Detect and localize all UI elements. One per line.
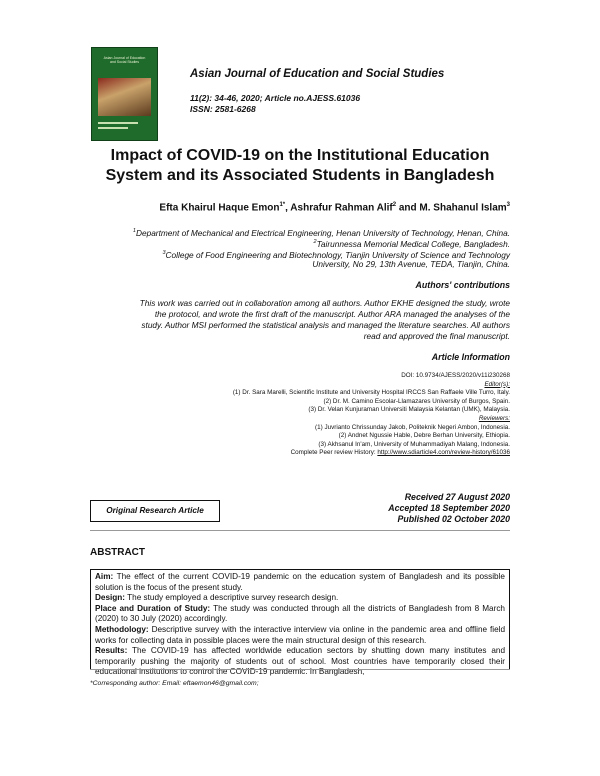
cover-title-line: and Social Studies xyxy=(110,60,139,64)
editor-entry: (2) Dr. M. Camino Escolar-Llamazares University of Burgos, Spain. xyxy=(323,397,510,405)
editor-entry: (3) Dr. Velan Kunjuraman Universiti Malaysia Kelantan (UMK), Malaysia. xyxy=(308,406,510,414)
affiliation xyxy=(60,259,510,270)
affiliation-text: University, No 29, 13th Avenue, TEDA, Tianjin, China. xyxy=(312,259,510,269)
author-name: Ashrafur Rahman Alif xyxy=(290,202,393,214)
abstract-item xyxy=(95,593,505,604)
footnote-divider xyxy=(90,669,510,670)
doi: DOI: 10.9734/AJESS/2020/v11i230268 xyxy=(401,372,510,379)
journal-name: Asian Journal of Education and Social Studies xyxy=(190,68,445,80)
abstract-box xyxy=(90,569,510,677)
abstract-text: The effect of the current COVID-19 pandemic on the education system of Bangladesh and its possible solution is the focus of the present study. xyxy=(95,572,505,592)
abstract-item xyxy=(95,625,505,646)
abstract-label: Results: xyxy=(95,646,128,656)
author-superscript: 1* xyxy=(279,202,286,208)
peer-review-line xyxy=(60,449,510,458)
editors-heading: Editor(s): xyxy=(484,380,510,388)
abstract-text: The COVID-19 has affected worldwide education sectors by shutting down many institutes and temporarily pushing the majority of students out of school. Most countries have temporarily closed their educational institutions to control the COVID-19 pandemic. In Bangladesh, xyxy=(95,646,505,677)
author-separator: and xyxy=(396,202,420,214)
publication-dates xyxy=(300,492,510,525)
affiliation-superscript: 1 xyxy=(132,228,136,234)
abstract-label: Place and Duration of Study: xyxy=(95,603,211,613)
contributions-line: read and approved the final manuscript. xyxy=(363,331,510,341)
abstract-label: Methodology: xyxy=(95,624,149,634)
abstract-item xyxy=(95,646,505,678)
article-info-block xyxy=(60,372,510,458)
abstract-heading: ABSTRACT xyxy=(90,547,145,558)
author-superscript: 3 xyxy=(506,202,510,208)
affiliation-text: Tairunnessa Memorial Medical College, Bangladesh. xyxy=(316,238,510,249)
reviewer-entry: (1) Juvrianto Chrissunday Jakob, Politeknik Negeri Ambon, Indonesia. xyxy=(315,423,510,431)
published-date: Published 02 October 2020 xyxy=(397,514,510,524)
paper-title xyxy=(60,146,540,186)
contributions-line: the protocol, and wrote the first draft of the manuscript. Author ARA managed the analyses of the xyxy=(154,309,510,319)
journal-issn: ISSN: 2581-6268 xyxy=(190,104,256,114)
author-list xyxy=(60,202,510,213)
divider xyxy=(90,530,510,531)
contributions-heading: Authors' contributions xyxy=(415,280,510,290)
abstract-label: Design: xyxy=(95,593,126,603)
reviewer-entry: (2) Andnet Ngussie Hable, Debre Berhan University, Ethiopia. xyxy=(338,432,510,440)
author-separator: , xyxy=(285,202,291,214)
cover-footer-bar xyxy=(98,122,138,124)
author-name: Efta Khairul Haque Emon xyxy=(159,202,280,214)
peer-review-label: Complete Peer review History: xyxy=(290,449,378,457)
abstract-text: Descriptive survey with the interactive interview via online in the pandemic area and offline field works for collecting data in possible places were the main structural design of this research. xyxy=(95,624,505,645)
title-line: Impact of COVID-19 on the Institutional Education xyxy=(110,147,490,164)
affiliation-text: Department of Mechanical and Electrical Engineering, Henan University of Technology, Henan, China. xyxy=(135,227,510,238)
abstract-label: Aim: xyxy=(95,572,114,581)
cover-footer-bar xyxy=(98,127,128,129)
article-type-badge: Original Research Article xyxy=(90,500,220,522)
reviewers-heading: Reviewers: xyxy=(478,414,510,422)
affiliation-superscript: 3 xyxy=(162,250,166,256)
abstract-text: The study employed a descriptive survey research design. xyxy=(125,593,339,603)
cover-illustration xyxy=(98,78,151,116)
article-info-heading: Article Information xyxy=(431,352,510,362)
title-line: System and its Associated Students in Bangladesh xyxy=(105,167,495,184)
editor-entry: (1) Dr. Sara Marelli, Scientific Institute and University Hospital IRCCS San Raffaele Ville Turro, Italy. xyxy=(232,389,510,397)
contributions-line: This work was carried out in collaboration among all authors. Author EKHE designed the study, wrote xyxy=(139,298,510,308)
abstract-text: The study was conducted through all the districts of Bangladesh from 8 March (2020) to 30 July (2020) accordingly. xyxy=(95,603,505,624)
accepted-date: Accepted 18 September 2020 xyxy=(388,503,510,513)
author-superscript: 2 xyxy=(392,202,397,208)
peer-review-link[interactable]: http://www.sdiarticle4.com/review-history/61036 xyxy=(377,449,510,457)
journal-cover-image xyxy=(91,47,158,141)
corresponding-author: *Corresponding author: Email: eftaemon46@gmail.com; xyxy=(90,680,259,687)
contributions-line: study. Author MSI performed the statistical analysis and managed the literature searches. All authors xyxy=(141,320,510,330)
received-date: Received 27 August 2020 xyxy=(404,492,510,502)
cover-title xyxy=(96,56,153,64)
reviewer-entry: (3) Akhsanul In'am, University of Muhammadiyah Malang, Indonesia. xyxy=(318,440,510,448)
abstract-item xyxy=(95,604,505,625)
abstract-item xyxy=(95,572,505,593)
affiliation-text: College of Food Engineering and Biotechnology, Tianjin University of Science and Technology xyxy=(165,249,510,260)
affiliation-superscript: 2 xyxy=(313,239,317,245)
journal-citation: 11(2): 34-46, 2020; Article no.AJESS.61036 xyxy=(190,93,361,103)
author-name: M. Shahanul Islam xyxy=(419,202,507,214)
contributions-text xyxy=(90,298,510,342)
cover-title-line: Asian Journal of Education xyxy=(103,56,146,60)
